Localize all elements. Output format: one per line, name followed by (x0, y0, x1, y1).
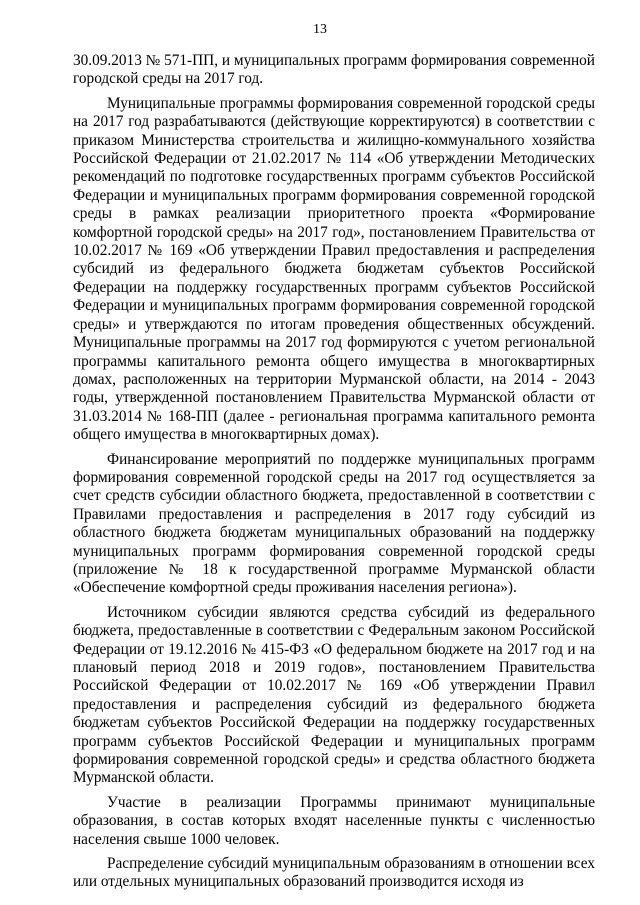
paragraph-subsidy-source: Источником субсидии являются средства субсидий из федерального бюджета, предоставленные в соответствии с Федеральным законом Российской Федерации от 19.12.2016 № 415-ФЗ «О федеральном бюджете на 2017 год и на плановый период 2018 и 2019 годов», постановлением Правительства Российской Федерации от 10.02.2017 № 169 «Об утверждении Правил предоставления и распределения субсидий из федерального бюджета бюджетам субъектов Российской Федерации на поддержку государственных программ субъектов Российской Федерации и муниципальных программ формирования современной городской среды» и средства областного бюджета Мурманской области. (73, 603, 595, 787)
paragraph-financing: Финансирование мероприятий по поддержке муниципальных программ формирования современной городской среды на 2017 год осуществляется за счет средств субсидии областного бюджета, предоставленной в соответствии с Правилами предоставления и распределения в 2017 году субсидий из областного бюджета бюджетам муниципальных образований на поддержку муниципальных программ формирования современной городской среды (приложение № 18 к государственной программе Мурманской области «Обеспечение комфортной среды проживания населения региона»). (73, 450, 595, 597)
paragraph-municipal-programs: Муниципальные программы формирования современной городской среды на 2017 год разрабатываются (действующие корректируются) в соответствии с приказом Министерства строительства и жилищно-коммунального хозяйства Российской Федерации от 21.02.2017 № 114 «Об утверждении Методических рекомендаций по подготовке государственных программ субъектов Российской Федерации и муниципальных программ формирования современной городской среды в рамках реализации приоритетного проекта «Формирование комфортной городской среды» на 2017 год», постановлением Правительства от 10.02.2017 № 169 «Об утверждении Правил предоставления и распределения субсидий из федерального бюджета бюджетам субъектов Российской Федерации на поддержку государственных программ субъектов Российской Федерации и муниципальных программ формирования современной городской среды» и утверждаются по итогам проведения общественных обсуждений. Муниципальные программы на 2017 год формируются с учетом региональной программы капитального ремонта общего имущества в многоквартирных домах, расположенных на территории Мурманской области, на 2014 - 2043 годы, утвержденной постановлением Правительства Мурманской области от 31.03.2014 № 168-ПП (далее - региональная программа капитального ремонта общего имущества в многоквартирных домах). (73, 94, 595, 444)
paragraph-distribution: Распределение субсидий муниципальным образованиям в отношении всех или отдельных муниципальных образований производится исходя из (73, 855, 595, 891)
paragraph-participation: Участие в реализации Программы принимают муниципальные образования, в состав которых входят населенные пункты с численностью населения свыше 1000 человек. (73, 793, 595, 848)
paragraph-continuation: 30.09.2013 № 571-ПП, и муниципальных программ формирования современной городской среды на 2017 год. (73, 52, 595, 88)
page-number: 13 (313, 22, 327, 37)
document-body (73, 52, 595, 898)
